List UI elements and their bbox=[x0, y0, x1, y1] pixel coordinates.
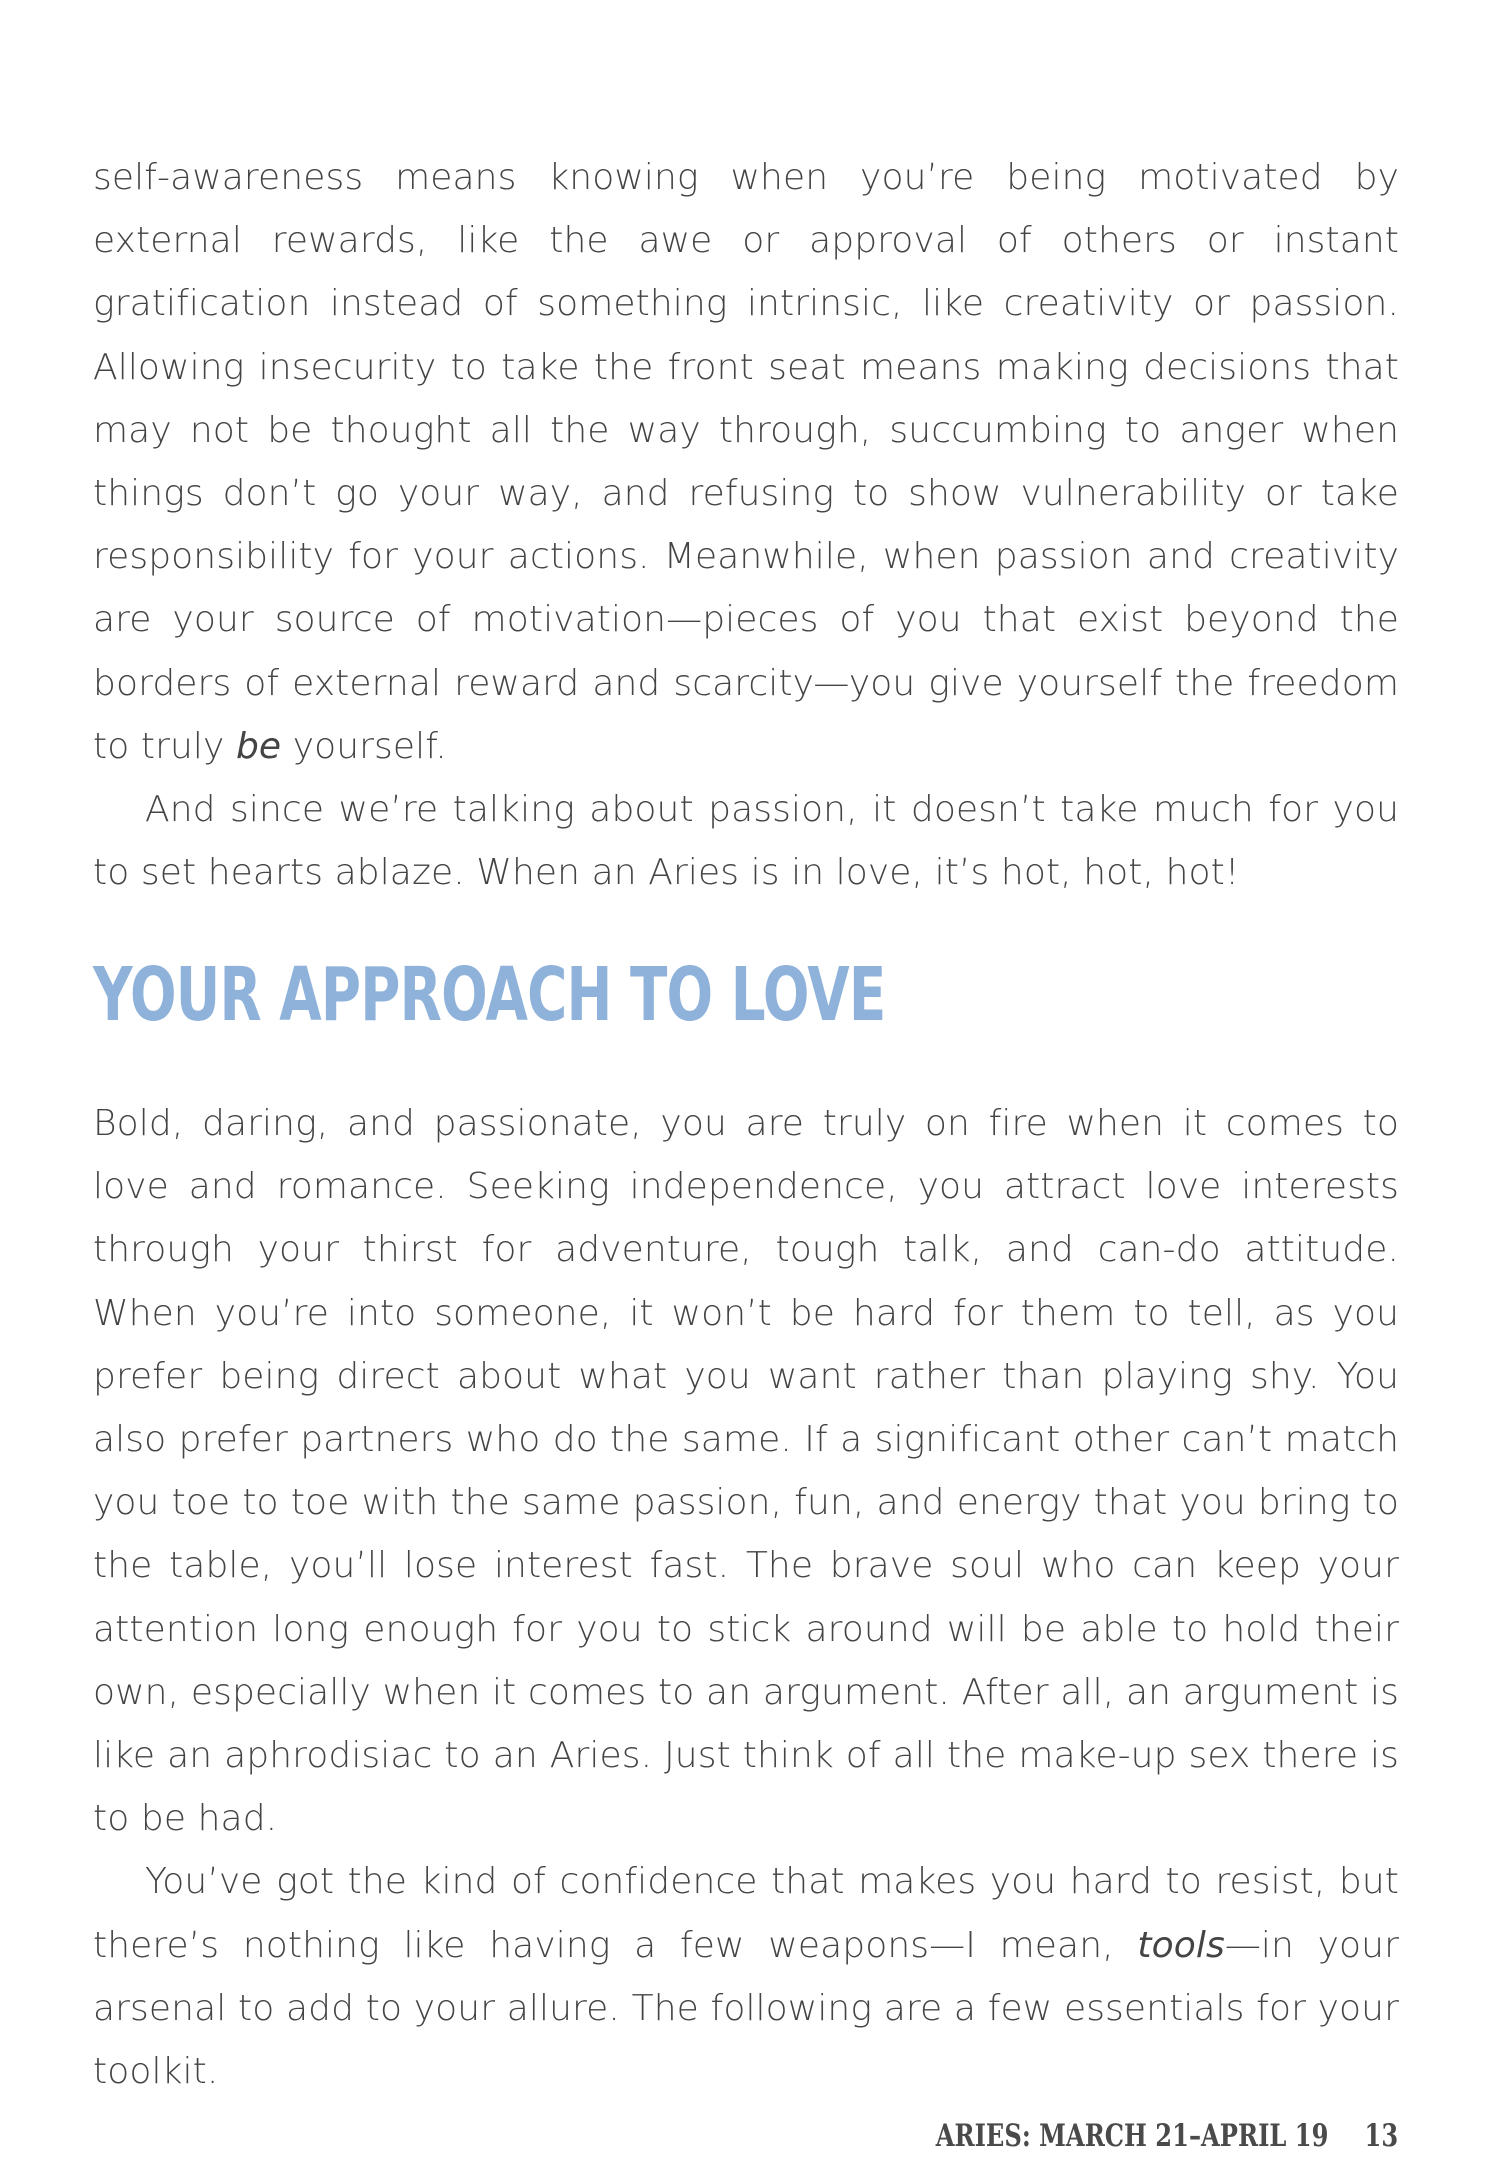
page-footer bbox=[825, 2118, 1398, 2154]
paragraph-text: You’ve got the kind of confidence that makes you hard to resist, but there’s nothing like having a few weapons—I mean, bbox=[93, 1861, 1399, 1966]
paragraph-passion: And since we’re talking about passion, it doesn’t take much for you to set hearts ablaze. When an Aries is in love, it’s hot, hot, hot! bbox=[93, 789, 1399, 894]
paragraph-text: self-awareness means knowing when you’re being motivated by external rewards, like the awe or approval of others or instant gratification instead of something intrinsic, like creativity or passion. Allowing insecurity to take the front seat means making decisions that may not be thought all the way through, succumbing to anger when things don’t go your way, and refusing to show vulnerability or take responsibility for your actions. Meanwhile, when passion and creativity are your source of motivation—pieces of you that exist beyond the borders of external reward and scarcity—you give yourself the freedom to truly bbox=[93, 157, 1399, 767]
text-block-top bbox=[93, 146, 1399, 904]
running-head: ARIES: MARCH 21–APRIL 19 bbox=[936, 2118, 1329, 2154]
emphasis-text: be bbox=[235, 725, 282, 767]
paragraph-self-awareness bbox=[93, 146, 1399, 778]
paragraph-text: —in your arsenal to add to your allure. The following are a few essentials for your toolkit. bbox=[93, 1924, 1399, 2093]
paragraph-approach-to-love: Bold, daring, and passionate, you are truly on fire when it comes to love and romance. Seeking independence, you attract love interests through your thirst for adventure, tough talk, and can-do attitude. When you’re into someone, it won’t be hard for them to tell, as you prefer being direct about what you want rather than playing shy. You also prefer partners who do the same. If a significant other can’t match you toe to toe with the same passion, fun, and energy that you bring to the table, you’ll lose interest fast. The brave soul who can keep your attention long enough for you to stick around will be able to hold their own, especially when it comes to an argument. After all, an argument is like an aphrodisiac to an Aries. Just think of all the make-up sex there is to be had. bbox=[93, 1103, 1399, 1840]
page-number: 13 bbox=[1364, 2118, 1398, 2154]
paragraph-confidence bbox=[93, 1850, 1399, 2103]
emphasis-text: tools bbox=[1137, 1924, 1225, 1966]
section-heading: YOUR APPROACH TO LOVE bbox=[93, 952, 886, 1038]
paragraph-text: yourself. bbox=[281, 725, 447, 767]
text-block-love bbox=[93, 1092, 1399, 2103]
